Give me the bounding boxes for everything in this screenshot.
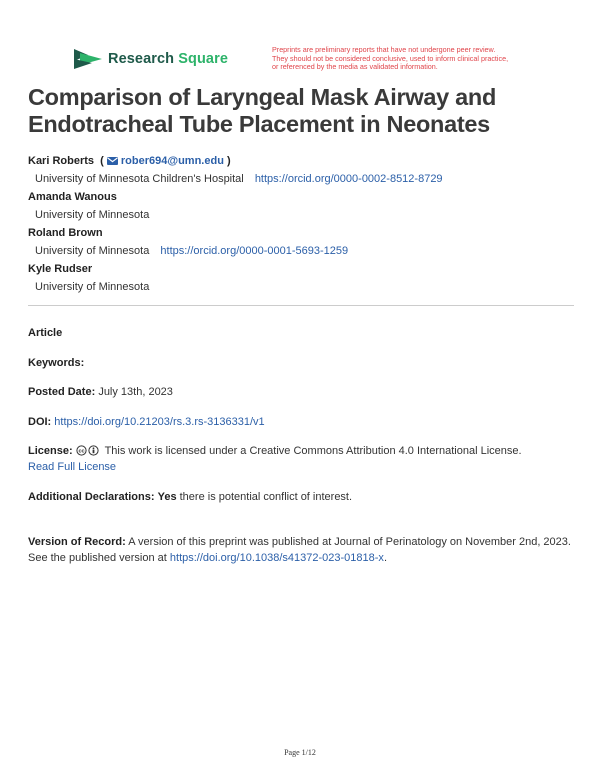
author-affiliation bbox=[28, 170, 576, 188]
read-full-license-link[interactable]: Read Full License bbox=[28, 461, 117, 473]
affiliation-text: University of Minnesota bbox=[35, 209, 150, 221]
logo-word-research: Research bbox=[108, 51, 175, 67]
orcid-link[interactable]: https://orcid.org/0000-0001-5693-1259 bbox=[160, 245, 349, 257]
version-of-record-row bbox=[28, 534, 576, 566]
keywords-row bbox=[28, 355, 576, 371]
author-email-link[interactable]: rober694@umn.edu bbox=[120, 155, 224, 167]
doi-link[interactable]: https://doi.org/10.21203/rs.3.rs-3136331/v1 bbox=[54, 416, 265, 428]
email-paren-open: ( bbox=[97, 155, 104, 167]
posted-date-value: July 13th, 2023 bbox=[98, 386, 173, 398]
research-square-logo[interactable] bbox=[74, 49, 228, 69]
research-square-logo-icon bbox=[74, 49, 102, 69]
author-affiliation bbox=[28, 242, 576, 260]
article-type-label: Article bbox=[28, 327, 63, 339]
declarations-text: there is potential conflict of interest. bbox=[179, 491, 353, 503]
doi-label: DOI: bbox=[28, 416, 52, 428]
version-of-record-text: A version of this preprint was published at Journal of Perinatology on November 2nd, 2023. See the published version at bbox=[28, 536, 571, 564]
page-number: Page 1/12 bbox=[284, 748, 316, 757]
author-name-text: Kari Roberts bbox=[28, 155, 95, 167]
article-type bbox=[28, 325, 576, 341]
author-name: Kyle Rudser bbox=[28, 263, 93, 275]
disclaimer-line: Preprints are preliminary reports that have not undergone peer review. bbox=[272, 45, 496, 54]
declarations-row bbox=[28, 489, 576, 505]
author-affiliation bbox=[28, 206, 576, 224]
preprint-disclaimer bbox=[272, 46, 532, 72]
declarations-yes: Yes bbox=[157, 491, 177, 503]
license-row bbox=[28, 443, 576, 475]
envelope-icon bbox=[107, 157, 118, 165]
doi-row bbox=[28, 414, 576, 430]
license-label: License: bbox=[28, 445, 73, 457]
logo-text bbox=[108, 51, 228, 67]
author-name bbox=[28, 152, 576, 170]
posted-date-label: Posted Date: bbox=[28, 386, 96, 398]
page-header bbox=[0, 0, 600, 80]
affiliation-text: University of Minnesota bbox=[35, 245, 150, 257]
version-of-record-label: Version of Record: bbox=[28, 536, 126, 548]
orcid-link[interactable]: https://orcid.org/0000-0002-8512-8729 bbox=[254, 173, 443, 185]
author-name: Roland Brown bbox=[28, 227, 103, 239]
svg-text:cc: cc bbox=[78, 448, 85, 455]
author-list bbox=[28, 152, 576, 296]
published-version-link[interactable]: https://doi.org/10.1038/s41372-023-01818-x bbox=[169, 552, 384, 564]
disclaimer-line: or referenced by the media as validated information. bbox=[272, 62, 438, 72]
email-paren-close: ) bbox=[226, 155, 231, 167]
paper-title: Comparison of Laryngeal Mask Airway and Endotracheal Tube Placement in Neonates bbox=[28, 84, 496, 137]
disclaimer-line: They should not be considered conclusive, used to inform clinical practice, bbox=[272, 53, 509, 63]
section-divider bbox=[28, 305, 574, 306]
affiliation-text: University of Minnesota Children's Hospital bbox=[35, 173, 244, 185]
affiliation-text: University of Minnesota bbox=[35, 281, 150, 293]
record-end-period: . bbox=[383, 552, 387, 564]
author-affiliation bbox=[28, 278, 576, 296]
posted-date-row bbox=[28, 384, 576, 400]
creative-commons-icon bbox=[76, 445, 100, 456]
keywords-label: Keywords: bbox=[28, 357, 85, 369]
logo-word-square: Square bbox=[178, 51, 228, 67]
declarations-label: Additional Declarations: bbox=[28, 491, 155, 503]
author-name: Amanda Wanous bbox=[28, 191, 117, 203]
license-text: This work is licensed under a Creative Commons Attribution 4.0 International License. bbox=[104, 445, 522, 457]
